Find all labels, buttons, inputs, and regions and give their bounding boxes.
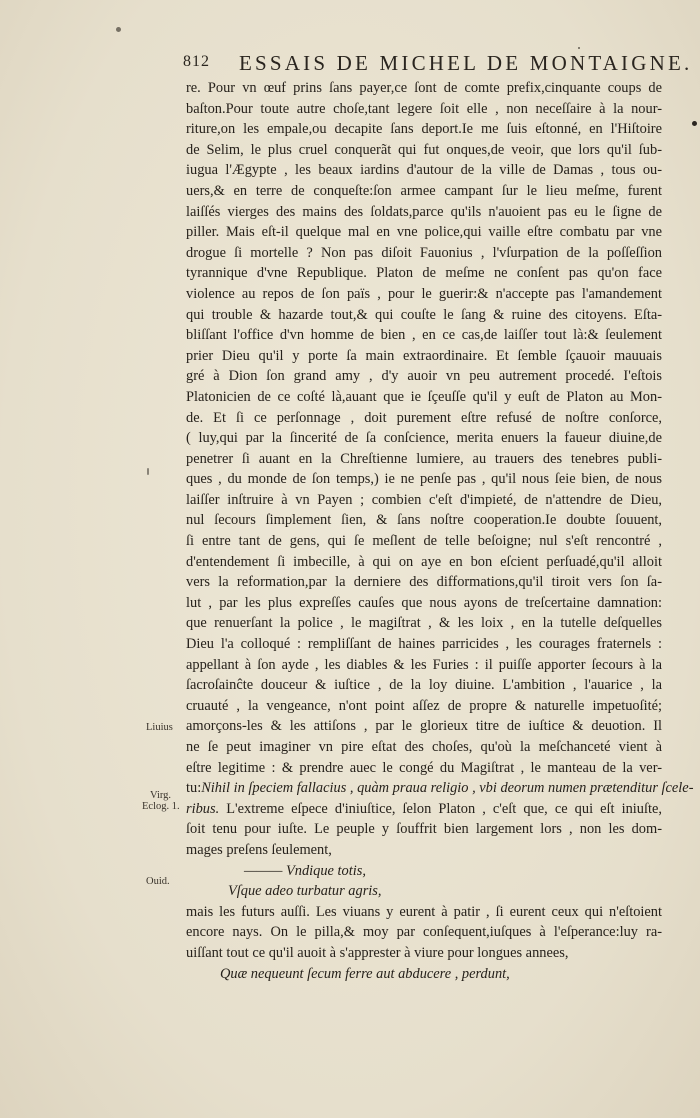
latin-quote: Nihil in ſpeciem fallacius , quàm praua religio , vbi deorum numen prætenditur ſcele- [201, 780, 694, 797]
text-line: violence au repos de ſon païs , pour le guerir:& n'accepte pas l'amandement [186, 285, 662, 302]
text-line: uiſſant tout ce qu'il auoit à s'apprester à viure pour longues annees, [186, 944, 569, 961]
latin-prefix: tu: [186, 780, 202, 797]
text-line: baſton.Pour toute autre choſe,tant legere ſoit elle , non neceſſaire à la nour- [186, 100, 662, 117]
main-text [186, 78, 694, 984]
page-number: 812 [183, 53, 210, 70]
text-line: amorçons-les & les attiſons , par le glorieux titre de iuſtice & deuotion. Il [186, 718, 662, 735]
ink-speck [578, 47, 580, 49]
text-line: laiſſer inſtruire à vn Payen ; combien c'eſt d'impieté, de n'attendre de Dieu, [186, 491, 662, 508]
text-line: Platonicien de ce coſté là,auant que ie ſçeuſſe qu'il y euſt de Platon au Mon- [186, 388, 662, 405]
margin-note-livius: Liuius [146, 722, 173, 733]
text-line: iugua l'Ægypte , les beaux iardins d'autour de la ville de Damas , tous ou- [186, 162, 662, 179]
text-line: de Selim, le plus cruel conquerãt qui fut onques,de veoir, que lors qu'il ſub- [186, 141, 662, 158]
text-line: eſtre legitime : & prendre auec le congé du Magiſtrat , le manteau de la ver- [186, 759, 662, 776]
text-line: Dieu l'a colloqué : rempliſſant de haines parricides , les courages fraternels : [186, 636, 662, 653]
text-line: gré à Dion ſon grand amy , d'y auoir vn peu autrement procedé. I'eſtois [186, 368, 662, 385]
text-line: cruauté , la vengeance, n'ont point aſſez de propre & naturelle impetuoſité; [186, 697, 662, 714]
text-line: ques , du monde de ſon temps,) ie ne penſe pas , qu'il nous ſeie bien, de nous [186, 471, 662, 488]
text-line: ne ſe peut imaginer vn pire eſtat des choſes, qu'où la meſchanceté vient à [186, 739, 662, 755]
text-line: riture,on les empale,ou decapite ſans deport.Ie me ſuis eſtonné, en l'Hiſtoire [186, 121, 662, 138]
text-line: nul ſecours ſimplement ſien, & ſans noſtre cooperation.Ie doubte ſouuent, [186, 512, 662, 529]
text-line: d'entendement ſi imbecille, à qui on aye en bon eſcient perſuadé,qu'il alloit [186, 553, 662, 570]
verse-line: Vſque adeo turbatur agris, [228, 883, 382, 900]
margin-note-virgil: Virg. [150, 790, 172, 801]
margin-note-ovid: Ouid. [146, 876, 170, 887]
text-line: mages preſens ſeulement, [186, 841, 332, 858]
text-line: lut , par les plus expreſſes cauſes que nous ayons de treſcertaine damnation: [186, 594, 662, 611]
text-line: encore nays. On le pilla,& moy par conſequent,iuſques à l'eſperance:luy ra- [186, 924, 662, 941]
text-line: que renuerſant la police , le magiſtrat , & les loix , en la tutelle deſquelles [186, 615, 662, 632]
verse-line: Quæ nequeunt ſecum ferre aut abducere , perdunt, [220, 965, 510, 982]
text-line: ribus. L'extreme eſpece d'iniuſtice, ſelon Platon , c'eſt que, ce qui eſt iniuſte, [186, 800, 662, 817]
text-line: qui trouble & hazarde tout,& qui couſte le ſang & ruine des citoyens. Eſta- [186, 306, 662, 323]
text-line: de. Et ſi ce perſonnage , doit purement eſtre refusé de noſtre conſorce, [186, 409, 662, 426]
latin-quote-end: ribus. [186, 800, 220, 817]
margin-note-virgil-eclogue: Eclog. 1. [142, 801, 180, 812]
running-title: ESSAIS DE MICHEL DE MONTAIGNE. [239, 51, 693, 75]
text-line: uers,& en terre de conqueſte:ſon armee campant ſur le lieu meſme, furent [186, 182, 662, 199]
text-line: tyrannique d'vne Republique. Platon de meſme ne conſent pas qu'on face [186, 265, 662, 282]
text-line: prier Dieu qu'il y porte ſa main extraordinaire. Et ſemble ſçauoir mauuais [186, 347, 662, 364]
running-header [183, 51, 693, 77]
verse-line: ——— Vndique totis, [244, 862, 366, 879]
ink-speck [692, 121, 697, 126]
text-line: mais les futurs auſſi. Les viuans y eurent à patir , ſi eurent ceux qui n'eſtoient [186, 903, 662, 920]
text-line: ( luy,qui par la ſincerité de ſa conſcience, merita enuers la faueur diuine,de [186, 430, 662, 447]
text-line: vers la reformation,par la derniere des difformations,qu'il tiroit vers ſon ſa- [186, 574, 662, 591]
text-line: drogue ſi mortelle ? Non pas diſoit Fauonius , l'vſurpation de la poſſeſſion [186, 244, 662, 261]
text-line: penetrer ſi auant en la Chreſtienne lumiere, au trauers des tenebres publi- [186, 450, 662, 467]
text-line: ſacroſainĉte douceur & iuſtice , de la loy diuine. L'ambition , l'auarice , la [186, 677, 662, 694]
text-line: ſi entre tant de gens, qui ſe meſlent de telle beſoigne; nul s'eſt rencontré , [186, 533, 662, 550]
text-line: appellant à ſon ayde , les diables & les Furies : il puiſſe apporter ſecours à la [186, 656, 662, 673]
ink-speck [147, 468, 149, 475]
text-line: piller. Mais eſt-il quelque mal en vne police,qui vaille eſtre combatu par vne [186, 224, 662, 241]
text-line: bliſſant l'office d'vn homme de bien , en ce cas,de laiſſer tout là:& ſeulement [186, 327, 662, 344]
latin-quote-line [186, 778, 694, 799]
ink-speck [116, 27, 121, 32]
text-line: laiſſés vierges des mains des ſoldats,parce qu'ils n'auoient pas eu le ſigne de [186, 203, 662, 220]
text-line: re. Pour vn œuf prins ſans payer,ce ſont de comte prefix,cinquante coups de [186, 80, 662, 96]
text-line: ſoit tenu pour iuſte. Le peuple y ſouffrit bien largement lors , non les dom- [186, 821, 662, 838]
